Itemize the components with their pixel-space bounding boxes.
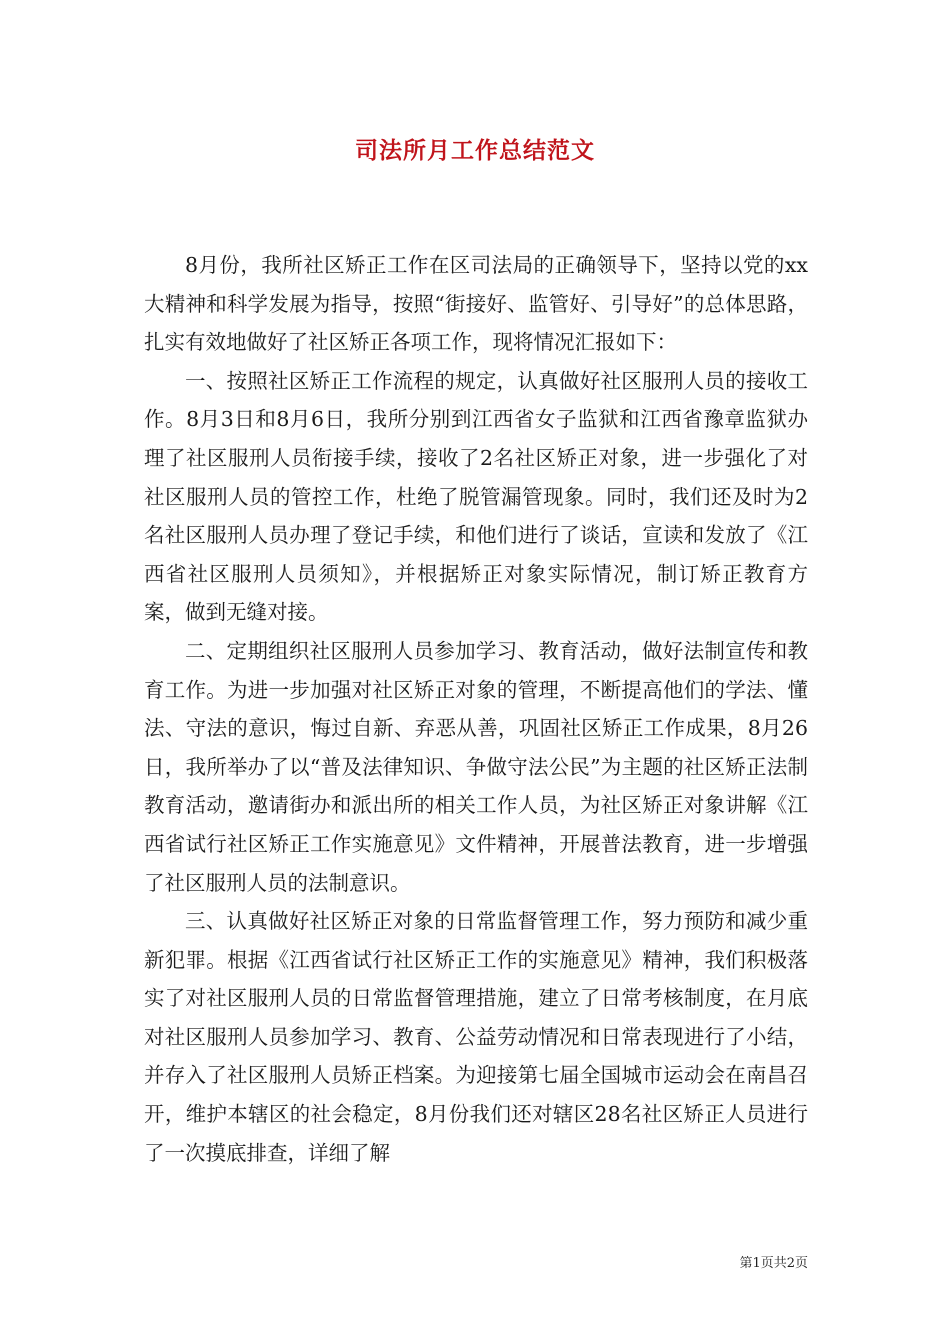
document-title: 司法所月工作总结范文 <box>355 137 595 164</box>
paragraph-section-1: 一、按照社区矫正工作流程的规定，认真做好社区服刑人员的接收工作。8月3日和8月6日，我所分别到江西省女子监狱和江西省豫章监狱办理了社区服刑人员衔接手续，接收了2名社区矫正对象，进一步强化了对社区服刑人员的管控工作，杜绝了脱管漏管现象。同时，我们还及时为2名社区服刑人员办理了登记手续，和他们进行了谈话，宣读和发放了《江西省社区服刑人员须知》，并根据矫正对象实际情况，制订矫正教育方案，做到无缝对接。 <box>144 368 808 625</box>
page-number: 第1页共2页 <box>739 1256 808 1271</box>
paragraph-section-2: 二、定期组织社区服刑人员参加学习、教育活动，做好法制宣传和教育工作。为进一步加强对社区矫正对象的管理，不断提高他们的学法、懂法、守法的意识，悔过自新、弃恶从善，巩固社区矫正工作成果，8月26日，我所举办了以“普及法律知识、争做守法公民”为主题的社区矫正法制教育活动，邀请街办和派出所的相关工作人员，为社区矫正对象讲解《江西省试行社区矫正工作实施意见》文件精神，开展普法教育，进一步增强了社区服刑人员的法制意识。 <box>144 638 808 895</box>
paragraph-section-3: 三、认真做好社区矫正对象的日常监督管理工作，努力预防和减少重新犯罪。根据《江西省试行社区矫正工作的实施意见》精神，我们积极落实了对社区服刑人员的日常监督管理措施，建立了日常考核制度，在月底对社区服刑人员参加学习、教育、公益劳动情况和日常表现进行了小结，并存入了社区服刑人员矫正档案。为迎接第七届全国城市运动会在南昌召开，维护本辖区的社会稳定，8月份我们还对辖区28名社区矫正人员进行了一次摸底排查，详细了解 <box>144 909 808 1165</box>
document-body <box>144 246 808 1172</box>
paragraph-intro: 8月份，我所社区矫正工作在区司法局的正确领导下，坚持以党的xx大精神和科学发展为指导，按照“街接好、监管好、引导好”的总体思路，扎实有效地做好了社区矫正各项工作，现将情况汇报如下： <box>144 253 808 355</box>
